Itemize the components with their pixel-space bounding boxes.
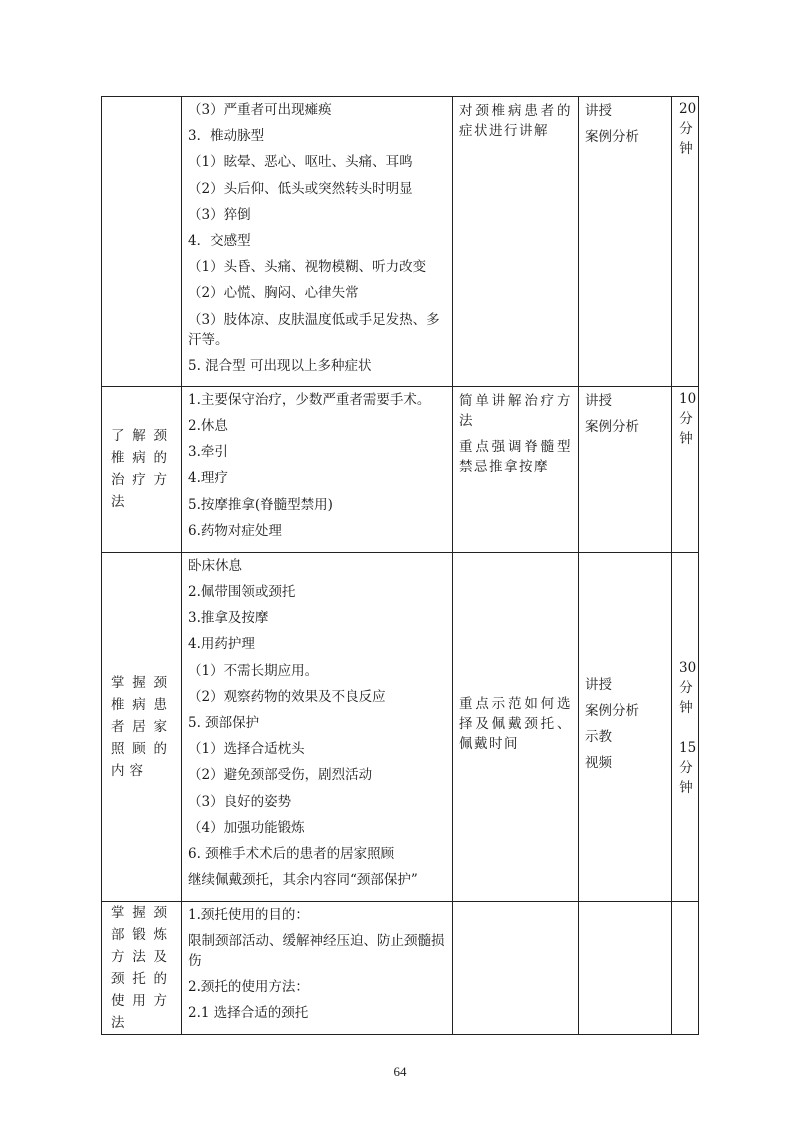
time-line: 钟 [679, 699, 693, 716]
method-line: 案例分析 [585, 129, 639, 145]
method-line: 讲授 [585, 103, 612, 119]
content-line: （3）良好的姿势 [188, 793, 292, 810]
time-line: 分 [679, 759, 693, 776]
content-line: 3.牵引 [188, 444, 228, 461]
method-line: 案例分析 [585, 702, 639, 719]
teaching-goal-cell [102, 97, 182, 387]
teaching-goal-cell: 了解颈椎病的治疗方法 [102, 386, 182, 552]
teaching-note-cell [453, 552, 579, 901]
content-line: （3）严重者可出现瘫痪 [188, 102, 332, 118]
content-line: 6. 颈椎手术术后的患者的居家照顾 [188, 845, 395, 862]
content-line: 2.颈托的使用方法： [188, 979, 309, 996]
content-line: 2.1 选择合适的颈托 [188, 1005, 309, 1022]
method-line: 视频 [585, 754, 612, 771]
content-line: 5.按摩推拿(脊髓型禁用) [188, 496, 333, 513]
content-line: 5. 颈部保护 [188, 715, 260, 731]
time-cell [672, 901, 699, 1034]
teaching-note-cell [453, 97, 579, 387]
content-line: 2.佩带围领或颈托 [188, 584, 296, 601]
teaching-method-cell [579, 386, 672, 552]
content-line: 卧床休息 [188, 557, 242, 574]
content-line: 5. 混合型 可出现以上多种症状 [188, 357, 372, 374]
teaching-content-cell [182, 386, 453, 552]
content-line: 1.主要保守治疗，少数严重者需要手术。 [188, 391, 431, 408]
time-gap [679, 718, 698, 738]
time-line: 10 [679, 390, 697, 407]
method-line: 示教 [585, 728, 612, 745]
table-row [102, 552, 699, 901]
content-line: （3）肢体凉、皮肤温度低或手足发热、多汗等。 [188, 311, 440, 348]
teaching-goal-cell: 掌握颈椎病患者居家照顾的内容 [102, 552, 182, 901]
teaching-method-cell [579, 901, 672, 1034]
content-line: 3.推拿及按摩 [188, 610, 269, 627]
note-line: 对颈椎病患者的症状进行讲解 [459, 103, 572, 139]
content-line: 限制颈部活动、缓解神经压迫、防止颈髓损伤 [188, 933, 445, 970]
content-line: （1）不需长期应用。 [188, 662, 319, 679]
content-line: （1）眩晕、恶心、呕吐、头痛、耳鸣 [188, 154, 413, 171]
content-line: （2）避免颈部受伤，剧烈活动 [188, 767, 373, 784]
method-line: 讲授 [585, 392, 612, 409]
time-line: 钟 [679, 430, 693, 447]
method-line: 讲授 [585, 676, 612, 693]
content-line: 继续佩戴颈托，其余内容同“颈部保护” [188, 872, 418, 889]
teaching-method-cell [579, 552, 672, 901]
note-line: 重点示范如何选择及佩戴颈托、佩戴时间 [459, 695, 572, 752]
page-number: 64 [393, 1064, 407, 1079]
teaching-method-cell [579, 97, 672, 387]
time-line: 分 [679, 679, 693, 696]
time-line: 分 [679, 410, 693, 427]
content-line: 2.休息 [188, 418, 228, 435]
time-line: 分 [679, 121, 693, 137]
content-line: 4．交感型 [188, 232, 251, 249]
note-line: 简单讲解治疗方法 [459, 392, 572, 429]
content-line: （4）加强功能锻炼 [188, 819, 305, 836]
teaching-content-cell [182, 97, 453, 387]
method-line: 案例分析 [585, 418, 639, 435]
time-line: 20 [679, 101, 697, 117]
content-line: 6.药物对症处理 [188, 522, 282, 539]
teaching-content-cell [182, 901, 453, 1034]
table-row [102, 97, 699, 387]
note-line: 重点强调脊髓型禁忌推拿按摩 [459, 438, 572, 475]
time-line: 15 [679, 739, 697, 756]
lesson-plan-table [101, 96, 699, 1035]
content-line: 4.用药护理 [188, 636, 255, 653]
content-line: （1）头昏、头痛、视物模糊、听力改变 [188, 259, 427, 276]
time-cell [672, 97, 699, 387]
table-row [102, 901, 699, 1034]
time-cell [672, 552, 699, 901]
teaching-goal-cell: 掌握颈部锻炼方法及颈托的使用方法 [102, 901, 182, 1034]
time-line: 钟 [679, 779, 693, 796]
content-line: （2）头后仰、低头或突然转头时明显 [188, 180, 413, 197]
content-line: 1.颈托使用的目的： [188, 906, 309, 923]
content-line: （2）心慌、胸闷、心律失常 [188, 285, 359, 302]
teaching-content-cell [182, 552, 453, 901]
time-line: 钟 [679, 141, 693, 157]
content-line: （2）观察药物的效果及不良反应 [188, 688, 386, 705]
content-line: 3．椎动脉型 [188, 128, 265, 145]
time-cell [672, 386, 699, 552]
content-line: （1）选择合适枕头 [188, 741, 305, 758]
content-line: （3）猝倒 [188, 206, 251, 223]
teaching-note-cell [453, 386, 579, 552]
time-line: 30 [679, 659, 697, 676]
content-line: 4.理疗 [188, 470, 228, 487]
teaching-note-cell [453, 901, 579, 1034]
table-row [102, 386, 699, 552]
